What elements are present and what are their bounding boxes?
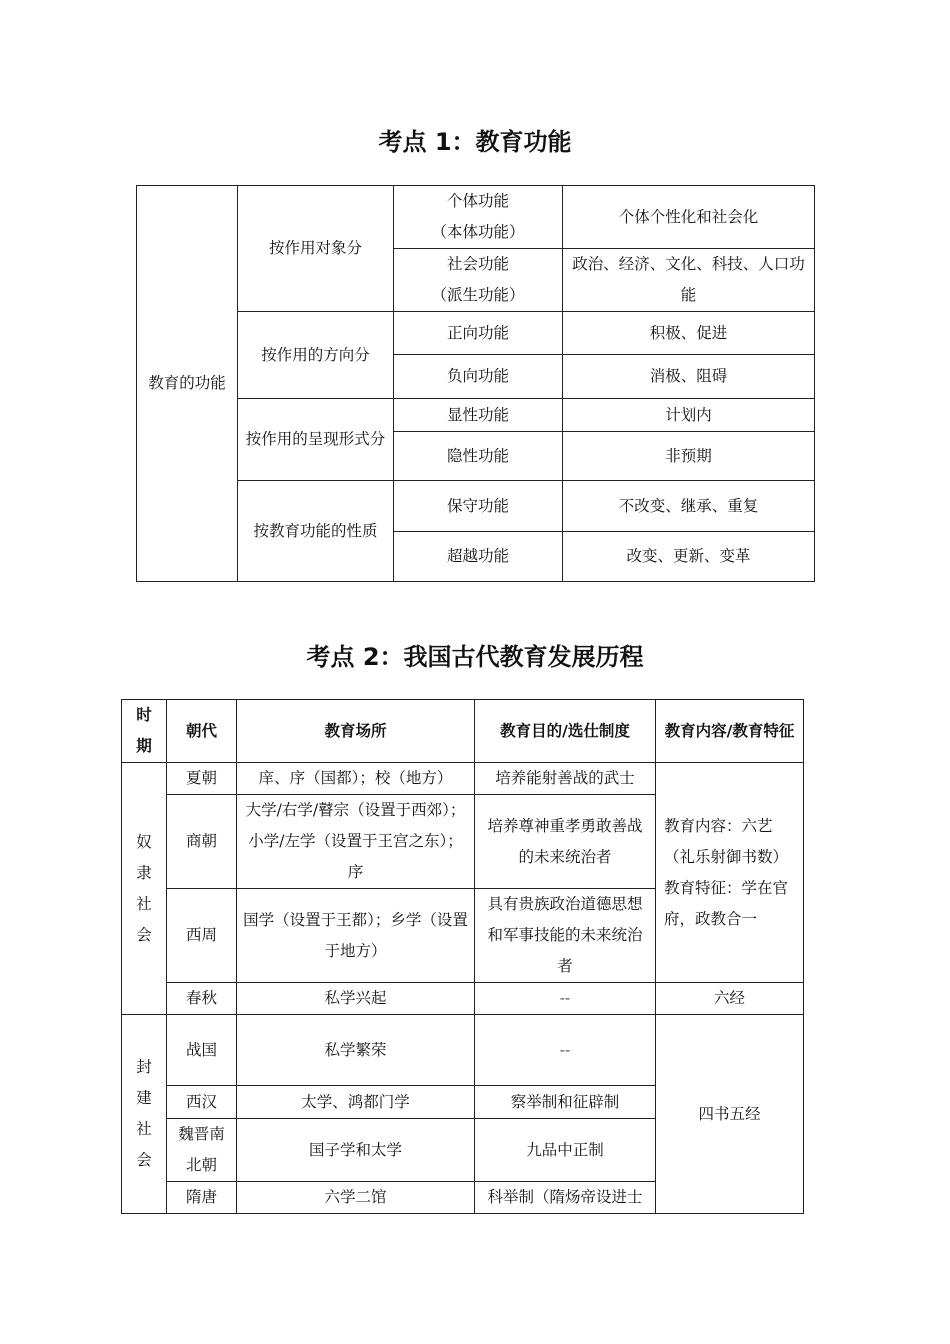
dynasty-cell: 隋唐 bbox=[167, 1182, 237, 1214]
group-label: 按作用的呈现形式分 bbox=[238, 399, 394, 481]
group-label: 按作用的方向分 bbox=[238, 312, 394, 399]
desc-cell: 改变、更新、变革 bbox=[563, 532, 815, 582]
content-cell: 教育内容：六艺（礼乐射御书数）教育特征：学在官府，政教合一 bbox=[656, 763, 804, 983]
dynasty-cell: 西汉 bbox=[167, 1086, 237, 1119]
function-cell: 个体功能 （本体功能） bbox=[394, 186, 563, 249]
section1-title: 考点 1：教育功能 bbox=[378, 128, 572, 156]
desc-cell: 计划内 bbox=[563, 399, 815, 432]
dynasty-cell: 商朝 bbox=[167, 795, 237, 889]
place-cell: 庠、序（国都）；校（地方） bbox=[237, 763, 475, 795]
purpose-cell: -- bbox=[475, 1015, 656, 1086]
place-cell: 六学二馆 bbox=[237, 1182, 475, 1214]
dynasty-cell: 春秋 bbox=[167, 983, 237, 1015]
group-label: 按作用对象分 bbox=[238, 186, 394, 312]
root-cell: 教育的功能 bbox=[137, 186, 238, 582]
place-cell: 私学兴起 bbox=[237, 983, 475, 1015]
group-label: 按教育功能的性质 bbox=[238, 481, 394, 582]
function-cell: 正向功能 bbox=[394, 312, 563, 355]
desc-cell: 积极、促进 bbox=[563, 312, 815, 355]
dynasty-cell: 夏朝 bbox=[167, 763, 237, 795]
purpose-cell: 培养能射善战的武士 bbox=[475, 763, 656, 795]
period-feudal: 封建社会 bbox=[122, 1015, 167, 1214]
purpose-cell: 察举制和征辟制 bbox=[475, 1086, 656, 1119]
function-cell: 显性功能 bbox=[394, 399, 563, 432]
purpose-cell: 具有贵族政治道德思想和军事技能的未来统治者 bbox=[475, 889, 656, 983]
purpose-cell: 九品中正制 bbox=[475, 1119, 656, 1182]
dynasty-cell: 魏晋南北朝 bbox=[167, 1119, 237, 1182]
purpose-cell: 培养尊神重孝勇敢善战的未来统治者 bbox=[475, 795, 656, 889]
period-slave: 奴隶社会 bbox=[122, 763, 167, 1015]
function-cell: 保守功能 bbox=[394, 481, 563, 532]
dynasty-cell: 战国 bbox=[167, 1015, 237, 1086]
dynasty-cell: 西周 bbox=[167, 889, 237, 983]
function-cell: 社会功能 （派生功能） bbox=[394, 249, 563, 312]
education-function-table bbox=[136, 185, 815, 582]
function-cell: 负向功能 bbox=[394, 355, 563, 399]
place-cell: 大学/右学/瞽宗（设置于西郊）；小学/左学（设置于王宫之东）；序 bbox=[237, 795, 475, 889]
function-cell: 隐性功能 bbox=[394, 432, 563, 481]
purpose-cell: -- bbox=[475, 983, 656, 1015]
place-cell: 太学、鸿都门学 bbox=[237, 1086, 475, 1119]
header-period: 时期 bbox=[122, 700, 167, 763]
section2-title: 考点 2：我国古代教育发展历程 bbox=[306, 643, 644, 671]
header-place: 教育场所 bbox=[237, 700, 475, 763]
place-cell: 国学（设置于王都）；乡学（设置于地方） bbox=[237, 889, 475, 983]
desc-cell: 消极、阻碍 bbox=[563, 355, 815, 399]
header-purpose: 教育目的/选仕制度 bbox=[475, 700, 656, 763]
desc-cell: 非预期 bbox=[563, 432, 815, 481]
header-content: 教育内容/教育特征 bbox=[656, 700, 804, 763]
content-cell: 四书五经 bbox=[656, 1015, 804, 1214]
place-cell: 国子学和太学 bbox=[237, 1119, 475, 1182]
desc-cell: 个体个性化和社会化 bbox=[563, 186, 815, 249]
place-cell: 私学繁荣 bbox=[237, 1015, 475, 1086]
content-cell: 六经 bbox=[656, 983, 804, 1015]
purpose-cell: 科举制（隋炀帝设进士 bbox=[475, 1182, 656, 1214]
function-cell: 超越功能 bbox=[394, 532, 563, 582]
desc-cell: 政治、经济、文化、科技、人口功能 bbox=[563, 249, 815, 312]
ancient-education-table bbox=[121, 699, 804, 1214]
desc-cell: 不改变、继承、重复 bbox=[563, 481, 815, 532]
header-dynasty: 朝代 bbox=[167, 700, 237, 763]
